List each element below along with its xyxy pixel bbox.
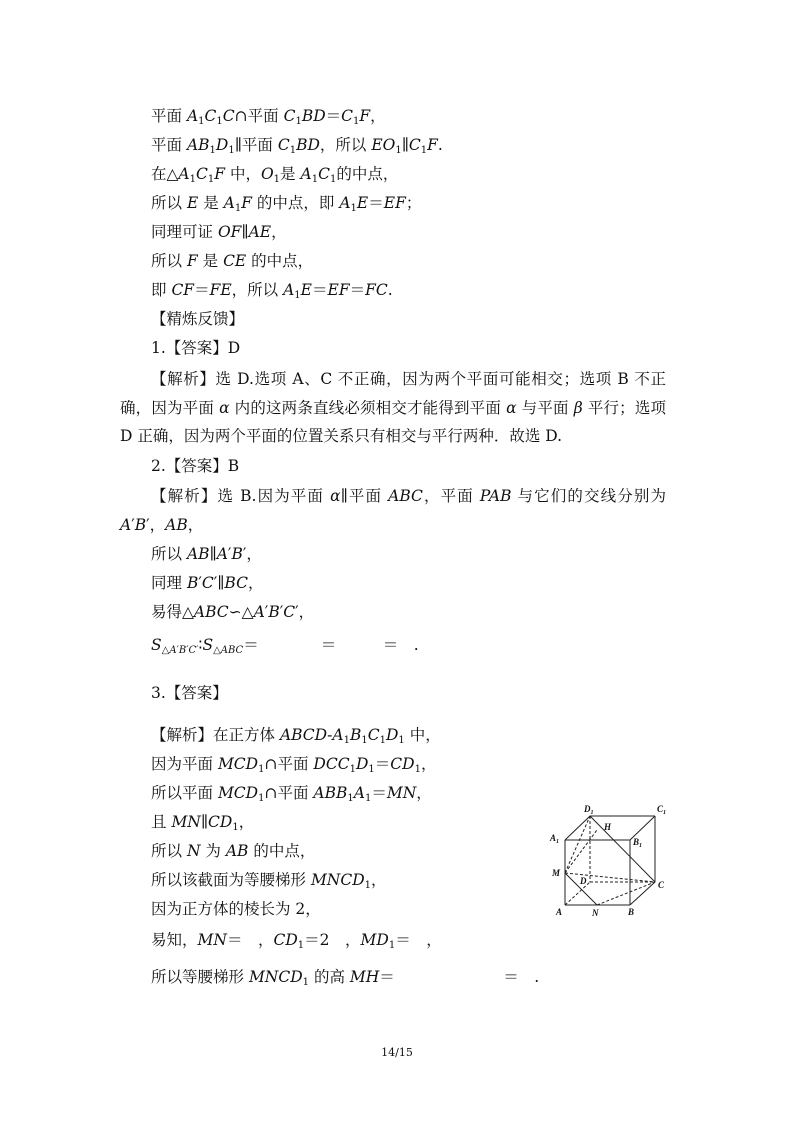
mc-line <box>565 873 655 882</box>
text-line: 同理 B′C′∥BC， <box>151 574 264 592</box>
answer-line: 3.【答案】 <box>151 684 228 702</box>
text-line: 平面 $A_1C_1C\cap$平面 $C_1BD=C_1F$， <box>151 107 386 127</box>
label-a1: $A_1$ <box>550 833 560 845</box>
nc-line <box>597 882 655 905</box>
text-line: 所以等腰梯形 $MNCD_1$ 的高 MH＝ ＝ . <box>151 968 540 988</box>
label-c1: $C_1$ <box>657 804 667 816</box>
label-h: H <box>604 822 612 832</box>
answer-line: 1.【答案】D <box>151 339 241 357</box>
text-line: 同理可证 OF∥AE， <box>151 223 287 241</box>
text-line: 所以平面 $MCD_1\cap$平面 $ABB_1A_1=MN$， <box>151 784 432 804</box>
text-line: 且 $MN\parallel CD_1$， <box>151 813 255 833</box>
label-c: C <box>658 880 665 890</box>
text-line: 所以 F 是 CE 的中点， <box>151 252 314 270</box>
label-d1: $D_1$ <box>584 804 594 816</box>
text-line: 在$\triangle A_1C_1F$ 中，$O_1$是 $A_1C_1$的中点， <box>151 165 399 185</box>
edge <box>630 882 655 905</box>
label-n: N <box>592 908 599 918</box>
label-d: D <box>580 876 587 886</box>
label-b: B <box>628 907 635 917</box>
text-line: 【解析】在正方体 ABCD-$A_1B_1C_1D_1$ 中， <box>151 726 441 746</box>
analysis-paragraph-2: 【解析】选 B.因为平面 α∥平面 ABC，平面 PAB 与它们的交线分别为 A′B′，AB， <box>120 487 666 534</box>
text-line: 易知，MN＝ ，$CD_1=2$ ，$MD_1=$ ， <box>151 931 442 951</box>
label-b1: $B_1$ <box>633 837 643 849</box>
answer-line: 2.【答案】B <box>151 457 240 475</box>
text-line: 所以 AB∥A′B′， <box>151 545 262 563</box>
section-heading: 【精炼反馈】 <box>151 310 245 328</box>
mh-line <box>565 830 597 873</box>
text-line: 即 CF＝FE，所以 $A_1E=EF=FC$. <box>151 281 393 301</box>
label-m: M <box>552 868 561 878</box>
text-line: 所以 E 是 $A_1F$ 的中点，即 $A_1E=EF$； <box>151 194 422 214</box>
text-line: 易得△ABC∽△A′B′C′， <box>151 603 315 621</box>
label-a: A <box>556 907 563 917</box>
text-line: 因为正方体的棱长为 2， <box>151 900 321 918</box>
page-number: 14/15 <box>381 1046 413 1059</box>
text-line: 所以 N 为 AB 的中点， <box>151 842 316 860</box>
ratio-line: $S_{\triangle A'B'C'}∶S_{\triangle ABC}=$ ＝ ＝ . <box>151 636 419 656</box>
cube-figure <box>540 800 670 920</box>
text-line: 平面 $AB_1D_1\parallel$平面 $C_1BD$，所以 $EO_1\parallel C_1F$. <box>151 136 443 156</box>
edge <box>565 816 590 840</box>
analysis-paragraph-1: 【解析】选 D.选项 A、C 不正确，因为两个平面可能相交；选项 B 不正确，因为平面 α 内的这两条直线必须相交才能得到平面 α 与平面 β 平行；选项 D 正确，因为两个平面的位置关系只有相交与平行两种．故选 D. <box>120 370 667 446</box>
text-line: 所以该截面为等腰梯形 $MNCD_1$， <box>151 871 387 891</box>
text-line: 因为平面 $MCD_1\cap$平面 $DCC_1D_1=CD_1$， <box>151 755 437 775</box>
